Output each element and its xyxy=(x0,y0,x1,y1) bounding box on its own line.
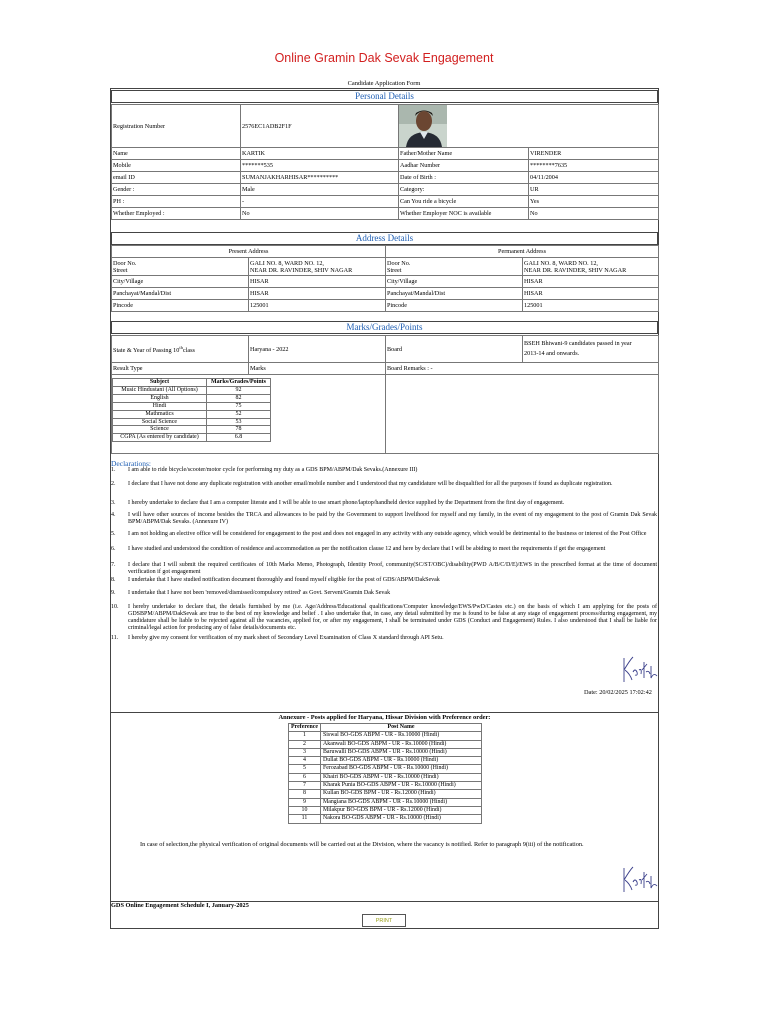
marks-heading: Marks/Grades/Points xyxy=(111,321,658,334)
preference-row xyxy=(289,782,482,790)
declaration-number: 11. xyxy=(111,635,119,641)
declaration-item xyxy=(111,590,657,597)
submission-date: Date: 20/02/2025 17:02:42 xyxy=(584,689,652,696)
preference-number: 11 xyxy=(289,815,321,823)
post-name: Ferozabad BO-GDS ABPM - UR - Rs.10000 (Hindi) xyxy=(321,765,482,773)
post-name: Kullan BO-GDS BPM - UR - Rs.12000 (Hindi) xyxy=(321,790,482,798)
declaration-text: I hereby give my consent for verification of my mark sheet of Secondary Level Examination of Class X standard through API Setu. xyxy=(128,635,444,641)
preference-row xyxy=(289,740,482,748)
subject-name: Music Hindustani (All Options) xyxy=(113,386,207,394)
father-value: VIRENDER xyxy=(529,148,659,160)
declaration-item xyxy=(111,604,657,632)
declaration-item xyxy=(111,512,657,526)
post-name: Akanwali BO-GDS ABPM - UR - Rs.10000 (Hindi) xyxy=(321,740,482,748)
present-door-value: GALI NO. 8, WARD NO. 12, xyxy=(250,259,324,267)
registration-value: 2576EC1ADB2F1F xyxy=(241,105,399,148)
signature-image xyxy=(620,862,660,896)
preference-row xyxy=(289,732,482,740)
declaration-text: I am not holding an elective office will be considered for engagement to the post and does not engaged in any activity with any outside agency, which would be detrimental to the business or interest of the Post Office xyxy=(128,531,647,537)
subject-marks: 53 xyxy=(207,418,271,426)
mobile-value: *******535 xyxy=(241,160,399,172)
gender-value: Male xyxy=(241,184,399,196)
declaration-number: 5. xyxy=(111,531,116,537)
subject-marks: 6.8 xyxy=(207,434,271,442)
preference-number: 9 xyxy=(289,798,321,806)
declaration-number: 9. xyxy=(111,590,116,596)
declaration-number: 10. xyxy=(111,604,119,610)
subject-row xyxy=(113,386,271,394)
post-name: Kharak Punia BO-GDS ABPM - UR - Rs.10000 (Hindi) xyxy=(321,782,482,790)
declaration-number: 8. xyxy=(111,577,116,583)
declaration-text: I hereby undertake to declare that, the details furnished by me (i.e. Age/Address/Educational qualifications/Computer knowledge/EWS/PwD/Castes etc.) on the basis of which I am applying for the posts of GDSBPM/ABPM/DakSevak are true to the best of my knowledge and belief . I also undertake that, in case, any detail submitted by me is found to be false at any stage of engagement process/during engagement, my candidature shall be liable to be rejected against all the vacancies, applied for, or after my engagement, I shall be terminated under GDS (Conduct and Engagement) Rules. I also understood that I shall be liable for criminal/legal action for producing any of false details/documents etc. xyxy=(128,604,657,631)
subject-marks-table xyxy=(112,378,271,442)
preference-row xyxy=(289,748,482,756)
declaration-number: 1. xyxy=(111,467,116,473)
declaration-number: 3. xyxy=(111,500,116,506)
subject-name: English xyxy=(113,394,207,402)
subject-marks: 75 xyxy=(207,402,271,410)
dob-label: Date of Birth : xyxy=(399,172,529,184)
ph-label: PH : xyxy=(112,196,241,208)
bicycle-value: Yes xyxy=(529,196,659,208)
employed-value: No xyxy=(241,208,399,220)
declaration-text: I am able to ride bicycle/scooter/motor cycle for performing my duty as a GDS BPM/ABPM/Dak Sevaks.(Annexure III) xyxy=(128,467,418,473)
subject-name: CGPA (As entered by candidate) xyxy=(113,434,207,442)
aadhar-value: ********7635 xyxy=(529,160,659,172)
ph-value: - xyxy=(241,196,399,208)
declaration-item xyxy=(111,531,657,545)
name-value: KARTIK xyxy=(241,148,399,160)
preference-number: 2 xyxy=(289,740,321,748)
post-name: Baruwalli BO-GDS ABPM - UR - Rs.10000 (Hindi) xyxy=(321,748,482,756)
subject-row xyxy=(113,410,271,418)
subject-row xyxy=(113,394,271,402)
preference-number: 8 xyxy=(289,790,321,798)
subject-marks: 82 xyxy=(207,394,271,402)
declaration-item xyxy=(111,562,657,576)
street-label: Street xyxy=(113,266,128,274)
preference-number: 7 xyxy=(289,782,321,790)
permanent-panchayat-value: HISAR xyxy=(523,288,659,300)
permanent-pincode-value: 125001 xyxy=(523,300,659,312)
declaration-text: I will have other sources of income besides the TRCA and allowances to be paid by the Government to support livelihood for myself and my family, in the event of my engagement to the post of Gramin Dak Sevak BPM/ABPM/Dak Sevaks. (Annexure IV) xyxy=(128,512,657,525)
panchayat-label: Panchayat/Mandal/Dist xyxy=(386,288,523,300)
address-details-heading: Address Details xyxy=(111,232,658,245)
page-title: Online Gramin Dak Sevak Engagement xyxy=(274,51,494,65)
declaration-item xyxy=(111,635,657,642)
preference-row xyxy=(289,773,482,781)
noc-label: Whether Employer NOC is available xyxy=(399,208,529,220)
permanent-address-label: Permanent Address xyxy=(386,246,659,258)
preference-number: 1 xyxy=(289,732,321,740)
preference-number: 4 xyxy=(289,757,321,765)
preference-number: 3 xyxy=(289,748,321,756)
post-name: Khairi BO-GDS ABPM - UR - Rs.10000 (Hindi) xyxy=(321,773,482,781)
declaration-text: I declare that I will submit the required certificates of 10th Marks Memo, Photograph, Identity Proof, community(SC/ST/OBC)/disability(PWD A/B/C/D/E)/EWS in the prescribed format at the time of document verification if got engagement xyxy=(128,562,657,575)
door-label: Door No. xyxy=(113,259,137,267)
board-value: BSEH Bhiwani-9 candidates passed in year 2013-14 and onwards. xyxy=(523,336,659,363)
result-type-value: Marks xyxy=(249,363,386,375)
declarations-heading: Declarations: xyxy=(111,459,151,468)
declaration-number: 2. xyxy=(111,481,116,487)
permanent-street-value: NEAR DR. RAVINDER, SHIV NAGAR xyxy=(524,266,627,274)
form-title: Candidate Application Form xyxy=(347,80,421,87)
result-type-label: Result Type xyxy=(112,363,249,375)
street-label: Street xyxy=(387,266,402,274)
permanent-door-value: GALI NO. 8, WARD NO. 12, xyxy=(524,259,598,267)
declaration-text: I declare that I have not done any duplicate registration with another email/mobile number and I understood that my candidature will be disqualified for all the purposes if found as duplicate registration. xyxy=(128,481,613,487)
board-label: Board xyxy=(386,336,523,363)
subject-name: Mathmatics xyxy=(113,410,207,418)
verification-note: In case of selection,the physical verification of original documents will be carried out at the Division, where the vacancy is notified. Refer to paragraph 9(iii) of the notification. xyxy=(140,841,584,848)
post-name: Dullat BO-GDS ABPM - UR - Rs.10000 (Hindi) xyxy=(321,757,482,765)
subject-row xyxy=(113,418,271,426)
post-name: Nakora BO-GDS ABPM - UR - Rs.10000 (Hindi) xyxy=(321,815,482,823)
preference-row xyxy=(289,798,482,806)
pincode-label: Pincode xyxy=(112,300,249,312)
personal-details-table xyxy=(111,104,659,220)
email-label: email ID xyxy=(112,172,241,184)
preference-row xyxy=(289,790,482,798)
personal-details-heading: Personal Details xyxy=(111,90,658,103)
present-city-value: HISAR xyxy=(249,276,386,288)
declaration-number: 7. xyxy=(111,562,116,568)
category-label: Category: xyxy=(399,184,529,196)
post-name: Milakpur BO-GDS BPM - UR - Rs.12000 (Hindi) xyxy=(321,806,482,814)
declaration-item xyxy=(111,500,657,507)
subject-row xyxy=(113,426,271,434)
preference-header: Preference xyxy=(289,724,321,732)
present-street-value: NEAR DR. RAVINDER, SHIV NAGAR xyxy=(250,266,353,274)
subject-header: Subject xyxy=(113,379,207,387)
permanent-city-value: HISAR xyxy=(523,276,659,288)
city-label: City/Village xyxy=(386,276,523,288)
board-remarks: Board Remarks : - xyxy=(386,363,659,375)
email-value: SUMANJAKHARHISAR********** xyxy=(241,172,399,184)
pincode-label: Pincode xyxy=(386,300,523,312)
gender-label: Gender : xyxy=(112,184,241,196)
post-name-header: Post Name xyxy=(321,724,482,732)
subject-name: Social Science xyxy=(113,418,207,426)
subject-row xyxy=(113,402,271,410)
subject-row xyxy=(113,434,271,442)
noc-value: No xyxy=(529,208,659,220)
preference-row xyxy=(289,815,482,823)
points-header: Marks/Grades/Points xyxy=(207,379,271,387)
preference-row xyxy=(289,765,482,773)
post-name: Mangiana BO-GDS ABPM - UR - Rs.10000 (Hindi) xyxy=(321,798,482,806)
declaration-text: I undertake that I have not been 'removed/dismissed/compulsory retired' as Govt. Servent/Gramin Dak Sevak xyxy=(128,590,391,596)
declaration-number: 4. xyxy=(111,512,116,518)
name-label: Name xyxy=(112,148,241,160)
declaration-item xyxy=(111,467,657,474)
declaration-text: I have studied and understood the condition of residence and accommodation as per the notification clause 12 and here by declare that I will be abiding to meet the requirements if get the engagement xyxy=(128,546,606,552)
annexure-title: Annexure - Posts applied for Haryana, Hissar Division with Preference order: xyxy=(278,714,491,721)
subject-marks: 52 xyxy=(207,410,271,418)
print-button[interactable]: PRINT xyxy=(362,914,406,927)
preference-number: 10 xyxy=(289,806,321,814)
preference-number: 5 xyxy=(289,765,321,773)
employed-label: Whether Employed : xyxy=(112,208,241,220)
declaration-text: I undertake that I have studied notification document thoroughly and found myself eligible for the post of GDS/ABPM/DakSevak xyxy=(128,577,440,583)
subject-marks: 78 xyxy=(207,426,271,434)
dob-value: 04/11/2004 xyxy=(529,172,659,184)
present-panchayat-value: HISAR xyxy=(249,288,386,300)
bicycle-label: Can You ride a bicycle xyxy=(399,196,529,208)
declaration-text: I hereby undertake to declare that I am a computer literate and I will be able to use smart phone/laptop/handheld device supplied by the Department from the first day of engagement. xyxy=(128,500,565,506)
subject-name: Hindi xyxy=(113,402,207,410)
preference-row xyxy=(289,806,482,814)
declaration-item xyxy=(111,546,657,560)
address-table xyxy=(111,245,659,312)
city-label: City/Village xyxy=(112,276,249,288)
state-year-label: State & Year of Passing 10thclass xyxy=(112,336,249,363)
preference-number: 6 xyxy=(289,773,321,781)
declaration-number: 6. xyxy=(111,546,116,552)
present-address-label: Present Address xyxy=(112,246,386,258)
footer-schedule: GDS Online Engagement Schedule I, January-2025 xyxy=(111,902,249,909)
declaration-item xyxy=(111,577,657,584)
post-name: Siswal BO-GDS ABPM - UR - Rs.10000 (Hindi) xyxy=(321,732,482,740)
category-value: UR xyxy=(529,184,659,196)
subject-marks: 92 xyxy=(207,386,271,394)
preference-row xyxy=(289,757,482,765)
subject-name: Science xyxy=(113,426,207,434)
door-label: Door No. xyxy=(387,259,411,267)
preference-table xyxy=(288,723,482,824)
panchayat-label: Panchayat/Mandal/Dist xyxy=(112,288,249,300)
declaration-item xyxy=(111,481,657,495)
registration-label: Registration Number xyxy=(112,105,241,148)
mobile-label: Mobile xyxy=(112,160,241,172)
signature-image xyxy=(620,652,660,686)
present-pincode-value: 125001 xyxy=(249,300,386,312)
father-label: Father/Mother Name xyxy=(399,148,529,160)
state-year-value: Haryana - 2022 xyxy=(249,336,386,363)
aadhar-label: Aadhar Number xyxy=(399,160,529,172)
